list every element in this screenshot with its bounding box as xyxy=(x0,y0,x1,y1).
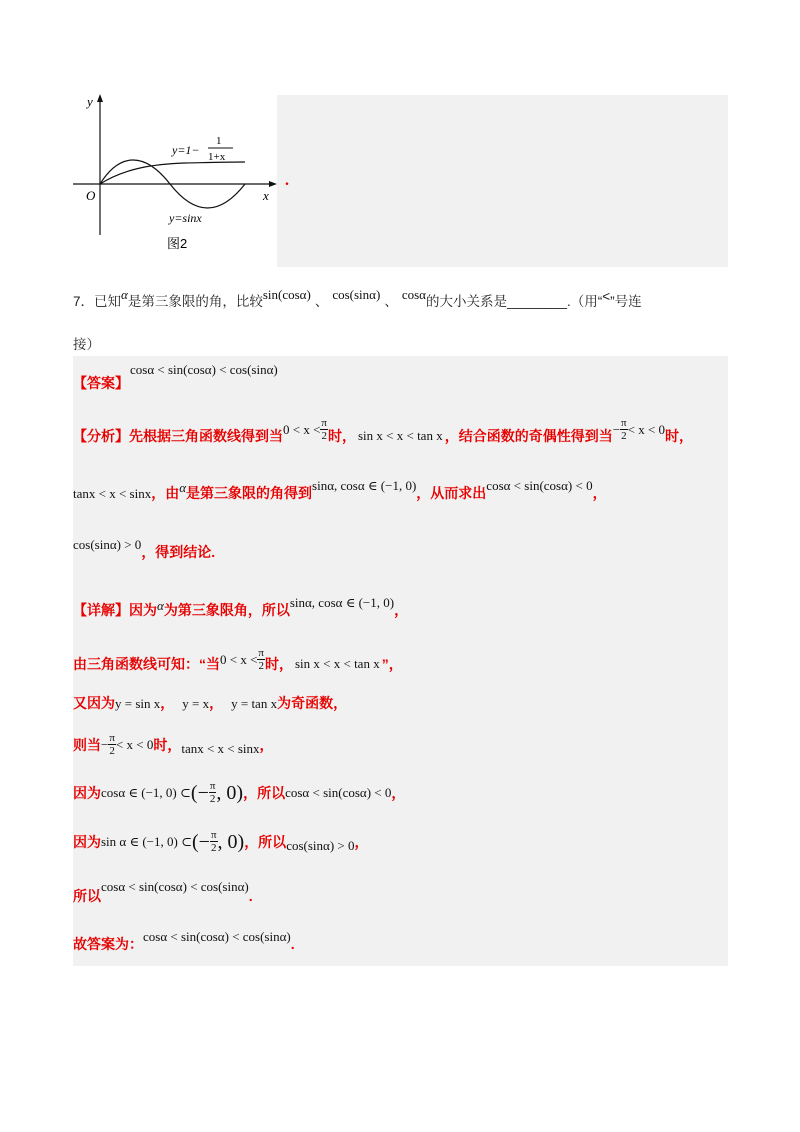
curve1-denominator: 1+x xyxy=(208,151,226,163)
figure-panel-background xyxy=(277,95,728,267)
question-line-1: 7．已知α是第三象限的角，比较sin(cosα) 、 cos(sinα) 、 cosα的大小关系是________.（用“<”号连 xyxy=(73,287,642,309)
origin-label: O xyxy=(86,188,96,203)
detail-label: 【详解】 xyxy=(73,602,129,618)
answer-value: cosα < sin(cosα) < cos(sinα) xyxy=(130,362,278,377)
analysis-line-1: 【分析】 先根据三角函数线得到当 0 < x < $\frac{\pi}{2}$ 时， sin x < x < tan x ，结合函数的奇偶性得到当 − $\frac{\pi}{2}$ < x < 0 时， xyxy=(73,417,694,444)
analysis-label: 【分析】 xyxy=(73,428,129,444)
detail-line-8: 故答案为：cosα < sin(cosα) < cos(sinα). xyxy=(73,929,295,952)
y-axis-label: y xyxy=(87,94,93,109)
rational-curve xyxy=(100,162,245,184)
detail-line-6: 因为 sin α ∈ (−1, 0) ⊂ (− $\frac{\pi}{2}$ , 0) ，所以 cos(sinα) > 0 ， xyxy=(73,829,369,854)
analysis-line-3: cos(sinα) > 0，得到结论. xyxy=(73,537,216,560)
detail-line-7: 所以cosα < sin(cosα) < cos(sinα). xyxy=(73,879,253,904)
figure-caption: 图2 xyxy=(167,236,188,251)
x-axis-arrow xyxy=(269,181,277,187)
detail-line-1: 【详解】因为α为第三象限角，所以sinα, cosα ∈ (−1, 0)， xyxy=(73,595,409,618)
question-line-2: 接） xyxy=(73,337,100,352)
y-axis-arrow xyxy=(97,94,103,102)
figure-trailing-dot: . xyxy=(285,172,289,189)
curve1-prefix: y=1− xyxy=(172,143,200,157)
x-axis-label: x xyxy=(263,188,269,203)
analysis-line-2: tanx < x < sinx，由α是第三象限的角得到sinα, cosα ∈ (−1, 0)，从而求出cosα < sin(cosα) < 0， xyxy=(73,478,607,501)
detail-line-4: 则当 − $\frac{\pi}{2}$ < x < 0 时， tanx < x < sinx ， xyxy=(73,732,274,757)
function-graph xyxy=(65,90,280,260)
answer-label: 【答案】 xyxy=(73,375,129,391)
curve1-numerator: 1 xyxy=(216,135,222,147)
detail-line-5: 因为 cosα ∈ (−1, 0) ⊂ (− $\frac{\pi}{2}$ , 0) ，所以 cosα < sin(cosα) < 0 ， xyxy=(73,780,406,805)
question-number: 7． xyxy=(73,294,95,309)
curve2-label: y=sinx xyxy=(169,211,202,225)
detail-line-3: 又因为y = sin x， y = x， y = tan x为奇函数， xyxy=(73,695,348,711)
detail-line-2: 由三角函数线可知：“当 0 < x < $\frac{\pi}{2}$ 时， sin x < x < tan x ”， xyxy=(73,647,403,672)
